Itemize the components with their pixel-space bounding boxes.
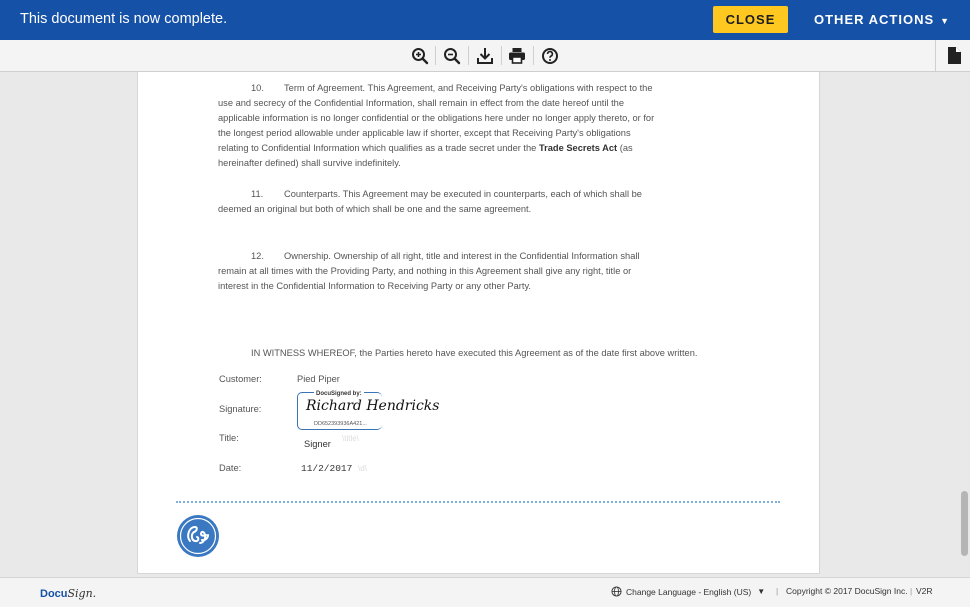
document-icon[interactable]	[947, 47, 961, 64]
paragraph-number: 10.	[251, 83, 264, 93]
paragraph-11	[218, 187, 658, 217]
toolbar-divider	[468, 46, 469, 65]
footer-divider: |	[776, 586, 779, 596]
caret-down-icon: ▼	[757, 587, 766, 596]
download-icon[interactable]	[474, 45, 496, 67]
title-anchor-text: \title\	[342, 434, 359, 443]
customer-label: Customer:	[219, 374, 262, 384]
docusigned-by-label: DocuSigned by:	[316, 391, 362, 397]
paragraph-number: 12.	[251, 251, 264, 261]
date-label: Date:	[219, 463, 242, 473]
paragraph-12	[218, 249, 658, 294]
other-actions-label: OTHER ACTIONS	[814, 12, 935, 27]
title-value: Signer	[304, 439, 331, 449]
paragraph-text: Term of Agreement. This Agreement, and Receiving Party's obligations with respect to the use and secrecy of the Confidential Information, shall remain in effect from the date hereof until the applicable information is no longer confidential or the obligations here under no longer apply thereto, or for the longest period allowable under applicable law if shorter, except that Receiving Party's obligations relating to Confidential Information which qualifies as a trade secret under the	[218, 83, 655, 153]
language-label: Change Language - English (US)	[626, 586, 752, 597]
toolbar-divider	[435, 46, 436, 65]
ge-logo	[176, 514, 220, 558]
witness-clause: IN WITNESS WHEREOF, the Parties hereto have executed this Agreement as of the date first above written.	[251, 348, 698, 358]
caret-down-icon: ▼	[940, 16, 950, 26]
brand-text-script: Sign.	[67, 587, 97, 600]
signature-label: Signature:	[219, 404, 262, 414]
footer-divider: |	[910, 586, 913, 596]
paragraph-text: (as hereinafter defined) shall survive indefinitely.	[218, 143, 633, 168]
completion-message: This document is now complete.	[20, 11, 228, 27]
paragraph-text: Ownership. Ownership of all right, title and interest in the Confidential Information shall remain at all times with the Providing Party, and nothing in this Agreement shall give any right, title or interest in the Confidential Information to Receiving Party or any other Party.	[218, 251, 640, 291]
customer-value: Pied Piper	[297, 374, 340, 384]
scrollbar-thumb[interactable]	[961, 491, 968, 556]
title-label: Title:	[219, 433, 239, 443]
paragraph-10	[218, 81, 658, 171]
copyright-text: Copyright © 2017 DocuSign Inc.	[786, 586, 908, 596]
version-text: V2R	[916, 586, 933, 596]
change-language-menu[interactable]	[611, 586, 765, 597]
date-anchor-text: \d\	[358, 464, 367, 473]
toolbar-divider	[501, 46, 502, 65]
zoom-in-icon[interactable]	[409, 45, 431, 67]
app-footer	[0, 577, 970, 607]
completion-bar	[0, 0, 970, 40]
paragraph-number: 11.	[251, 189, 264, 199]
docusign-logo	[40, 587, 96, 600]
globe-icon	[611, 586, 622, 597]
brand-text: Docu	[40, 588, 68, 600]
toolbar-divider	[533, 46, 534, 65]
close-button[interactable]: CLOSE	[713, 6, 788, 33]
document-page	[137, 72, 820, 574]
document-toolbar	[0, 40, 970, 72]
date-value: 11/2/2017	[301, 463, 353, 474]
envelope-id: DD652393936A421...	[314, 421, 367, 427]
paragraph-text: Counterparts. This Agreement may be executed in counterparts, each of which shall be deemed an original but both of which shall be one and the same agreement.	[218, 189, 642, 214]
zoom-out-icon[interactable]	[441, 45, 463, 67]
page-footer-divider	[176, 501, 780, 503]
help-icon[interactable]	[539, 45, 561, 67]
signature-image: Richard Hendricks	[306, 398, 440, 414]
print-icon[interactable]	[506, 45, 528, 67]
other-actions-menu[interactable]	[814, 12, 949, 27]
defined-term: Trade Secrets Act	[538, 143, 618, 153]
side-panel-toggle[interactable]	[935, 40, 970, 71]
